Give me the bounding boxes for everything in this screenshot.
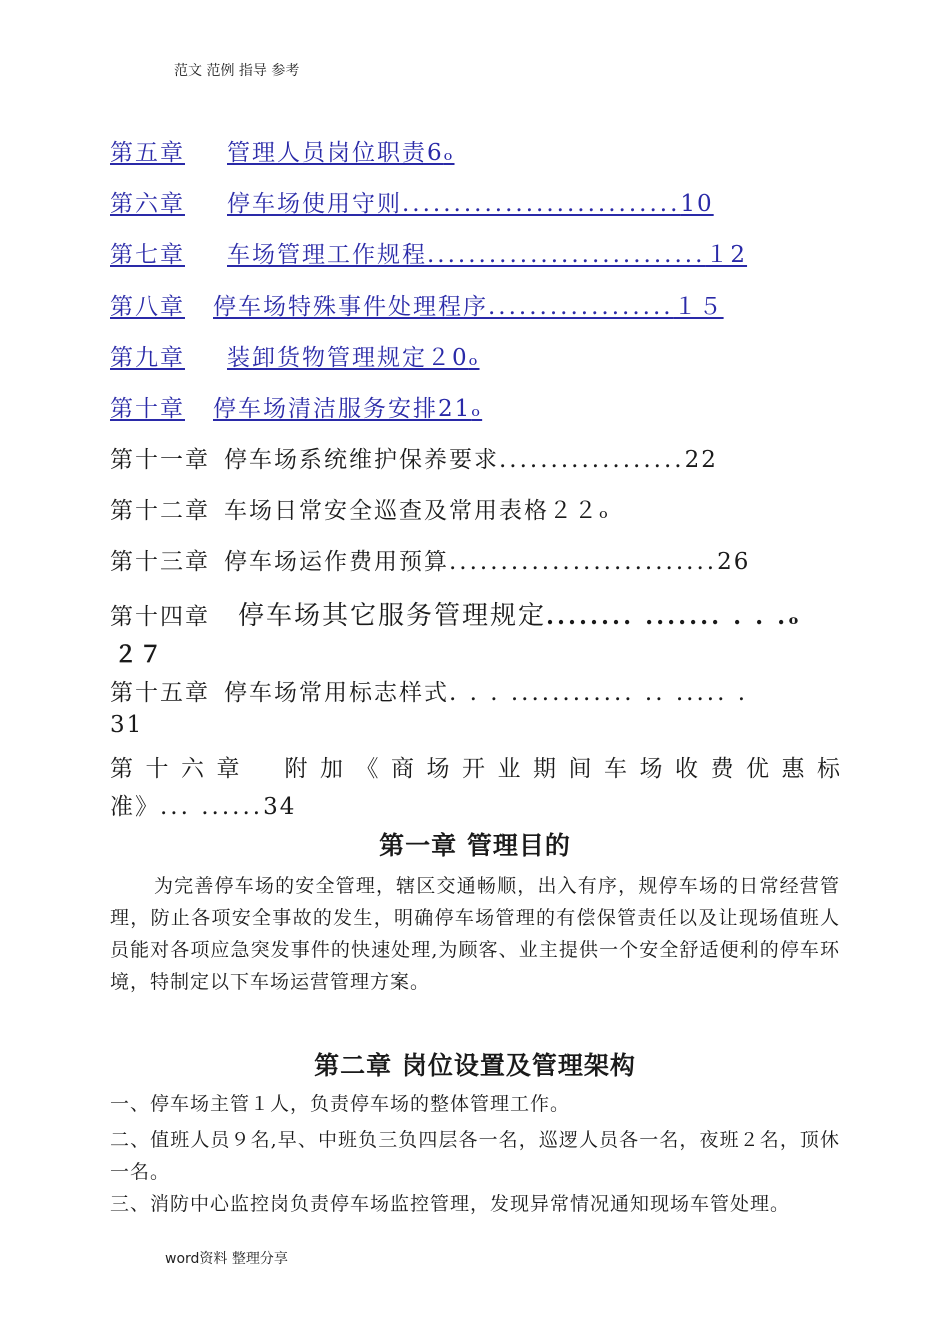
page-footer: word资料 整理分享 bbox=[165, 1251, 288, 1267]
toc-entry-ch12 bbox=[110, 492, 610, 525]
toc-title: 停车场特殊事件处理程序 bbox=[213, 294, 488, 320]
toc-dots: .......................... bbox=[449, 549, 718, 575]
toc-chapter: 第五章 bbox=[110, 140, 185, 166]
toc-page-ch15: 31 bbox=[110, 712, 144, 738]
toc-entry-ch16: 第 十 六 章 附 加 《 商 场 开 业 期 间 车 场 收 费 优 惠 标 bbox=[110, 750, 840, 783]
toc-tail: ₒ bbox=[471, 396, 483, 422]
toc-entry-ch9[interactable] bbox=[110, 339, 480, 372]
toc-dots: .................. bbox=[499, 447, 685, 473]
toc-title: 停车场常用标志样式 bbox=[224, 680, 449, 706]
toc-entry-ch14 bbox=[110, 595, 801, 632]
toc-chapter: 第九章 bbox=[110, 345, 185, 371]
toc-entry-ch10[interactable] bbox=[110, 390, 482, 423]
toc-title: 停车场系统维护保养要求 bbox=[224, 447, 499, 473]
toc-tail: ₒ bbox=[599, 498, 610, 524]
toc-title: 停车场清洁服务安排 bbox=[213, 396, 438, 422]
toc-title: 车场日常安全巡查及常用表格 bbox=[224, 498, 549, 524]
toc-tail: ₒ bbox=[443, 140, 455, 166]
toc-chapter: 第十二章 bbox=[110, 498, 210, 524]
toc-chapter: 第 bbox=[110, 756, 133, 782]
toc-entry-ch7[interactable] bbox=[110, 236, 747, 269]
chapter2-item: 一、停车场主管１人，负责停车场的整体管理工作。 bbox=[110, 1093, 571, 1115]
toc-page: 6 bbox=[427, 140, 444, 166]
toc-title: 管理人员岗位职责 bbox=[227, 140, 427, 166]
toc-entry-ch16-cont: 准》... ......34 bbox=[110, 794, 297, 820]
toc-entry-ch11 bbox=[110, 441, 718, 474]
toc-entry-ch15 bbox=[110, 674, 748, 707]
toc-dots: .................. bbox=[488, 294, 674, 320]
toc-page: 10 bbox=[680, 191, 714, 217]
toc-page: １５ bbox=[673, 294, 724, 320]
toc-entry-ch6[interactable] bbox=[110, 185, 714, 218]
toc-tail: ₒ bbox=[468, 345, 480, 371]
toc-title: 停车场运作费用预算 bbox=[224, 549, 449, 575]
toc-dots: ........................... bbox=[427, 242, 706, 268]
toc-chapter: 第六章 bbox=[110, 191, 185, 217]
toc-entry-ch8[interactable] bbox=[110, 288, 724, 321]
toc-entry-ch5[interactable] bbox=[110, 134, 455, 167]
toc-dots: ........................... bbox=[402, 191, 681, 217]
toc-chapter: 第十一章 bbox=[110, 447, 210, 473]
chapter2-item: 二、值班人员９名,早、中班负三负四层各一名，巡逻人员各一名，夜班２名，顶休一名。 bbox=[110, 1129, 840, 1183]
chapter1-body: 为完善停车场的安全管理，辖区交通畅顺，出入有序，规停车场的日常经营管理，防止各项安全事故的发生，明确停车场管理的有偿保管责任以及让现场值班人员能对各项应急突发事件的快速处理,为顾客、业主提供一个安全舒适便利的停车环境，特制定以下车场运营管理方案。 bbox=[110, 875, 840, 993]
toc-chapter: 第十三章 bbox=[110, 549, 210, 575]
toc-dots: . . . ............ .. ..... . bbox=[449, 680, 749, 706]
toc-entry-ch13 bbox=[110, 543, 750, 576]
toc-title: 装卸货物管理规定 bbox=[227, 345, 427, 371]
page-header: 范文 范例 指导 参考 bbox=[174, 63, 300, 79]
toc-chapter: 第十五章 bbox=[110, 680, 210, 706]
toc-chapter: 第八章 bbox=[110, 294, 185, 320]
toc-page: 34 bbox=[263, 794, 297, 820]
toc-page: １2 bbox=[705, 242, 748, 268]
toc-tail: ₒ bbox=[788, 603, 801, 630]
toc-page: 22 bbox=[684, 447, 718, 473]
toc-dots: ........ ....... . . . bbox=[546, 603, 789, 630]
toc-page: 21 bbox=[438, 396, 472, 422]
chapter2-title: 第二章 岗位设置及管理架构 bbox=[314, 1051, 636, 1080]
toc-chapter: 第七章 bbox=[110, 242, 185, 268]
chapter2-item: 三、消防中心监控岗负责停车场监控管理，发现异常情况通知现场车管处理。 bbox=[110, 1193, 791, 1215]
toc-page: 26 bbox=[717, 549, 751, 575]
toc-dots: ... ...... bbox=[160, 794, 264, 820]
toc-chapter: 第十章 bbox=[110, 396, 185, 422]
toc-title: 车场管理工作规程 bbox=[227, 242, 427, 268]
toc-chapter: 第十四章 bbox=[110, 604, 210, 630]
toc-page: ２２ bbox=[549, 498, 599, 524]
toc-title: 停车场使用守则 bbox=[227, 191, 402, 217]
toc-title: 停车场其它服务管理规定 bbox=[238, 601, 547, 631]
chapter1-title: 第一章 管理目的 bbox=[379, 831, 571, 860]
toc-page: ２0 bbox=[427, 345, 469, 371]
toc-page-ch14: ２７ bbox=[114, 641, 164, 668]
